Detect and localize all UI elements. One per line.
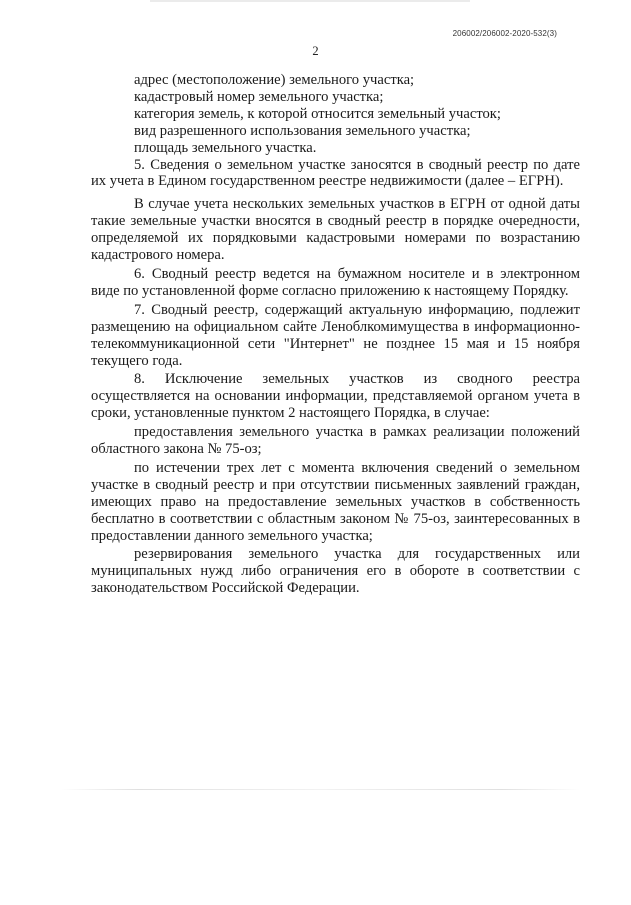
paragraph-5-continuation: В случае учета нескольких земельных участков в ЕГРН от одной даты такие земельные участки вносятся в сводный реестр в порядке очередности, определяемой их порядковыми кадастровыми номерами по возрастанию кадастрового номера.	[91, 196, 580, 264]
list-item-area: площадь земельного участка.	[134, 139, 317, 156]
scan-artifact-line	[60, 789, 580, 790]
paragraph-5: 5. Сведения о земельном участке заносятся в сводный реестр по дате их учета в Едином государственном реестре недвижимости (далее – ЕГРН).	[91, 156, 580, 190]
paragraph-7: 7. Сводный реестр, содержащий актуальную информацию, подлежит размещению на официальном сайте Леноблкомимущества в информационно-телекоммуникационной сети "Интернет" не позднее 15 мая и 15 ноября текущего года.	[91, 301, 580, 369]
document-id: 206002/206002-2020-532(3)	[452, 29, 557, 38]
paragraph-8: 8. Исключение земельных участков из сводного реестра осуществляется на основании информации, представляемой органом учета в сроки, установленные пунктом 2 настоящего Порядка, в случае:	[91, 371, 580, 422]
document-body	[91, 72, 580, 597]
paragraph-8-case-b: по истечении трех лет с момента включения сведений о земельном участке в сводный реестр и при отсутствии письменных заявлений граждан, имеющих право на предоставление земельных участков в собственность бесплатно в соответствии с областным законом № 75-оз, заинтересованных в предоставлении данного земельного участка;	[91, 459, 580, 544]
list-item-permitted-use: вид разрешенного использования земельного участка;	[134, 122, 471, 139]
scan-artifact-top	[150, 0, 470, 2]
list-item-land-category: категория земель, к которой относится земельный участок;	[134, 105, 501, 122]
list-item-cadastral-number: кадастровый номер земельного участка;	[134, 88, 384, 105]
list-item-address: адрес (местоположение) земельного участка;	[134, 72, 415, 88]
paragraph-8-case-a: предоставления земельного участка в рамках реализации положений областного закона № 75-оз;	[91, 424, 580, 458]
page-number: 2	[312, 44, 319, 58]
paragraph-8-case-c: резервирования земельного участка для государственных или муниципальных нужд либо ограничения его в обороте в соответствии с законодательством Российской Федерации.	[91, 546, 580, 597]
paragraph-6: 6. Сводный реестр ведется на бумажном носителе и в электронном виде по установленной форме согласно приложению к настоящему Порядку.	[91, 265, 580, 299]
